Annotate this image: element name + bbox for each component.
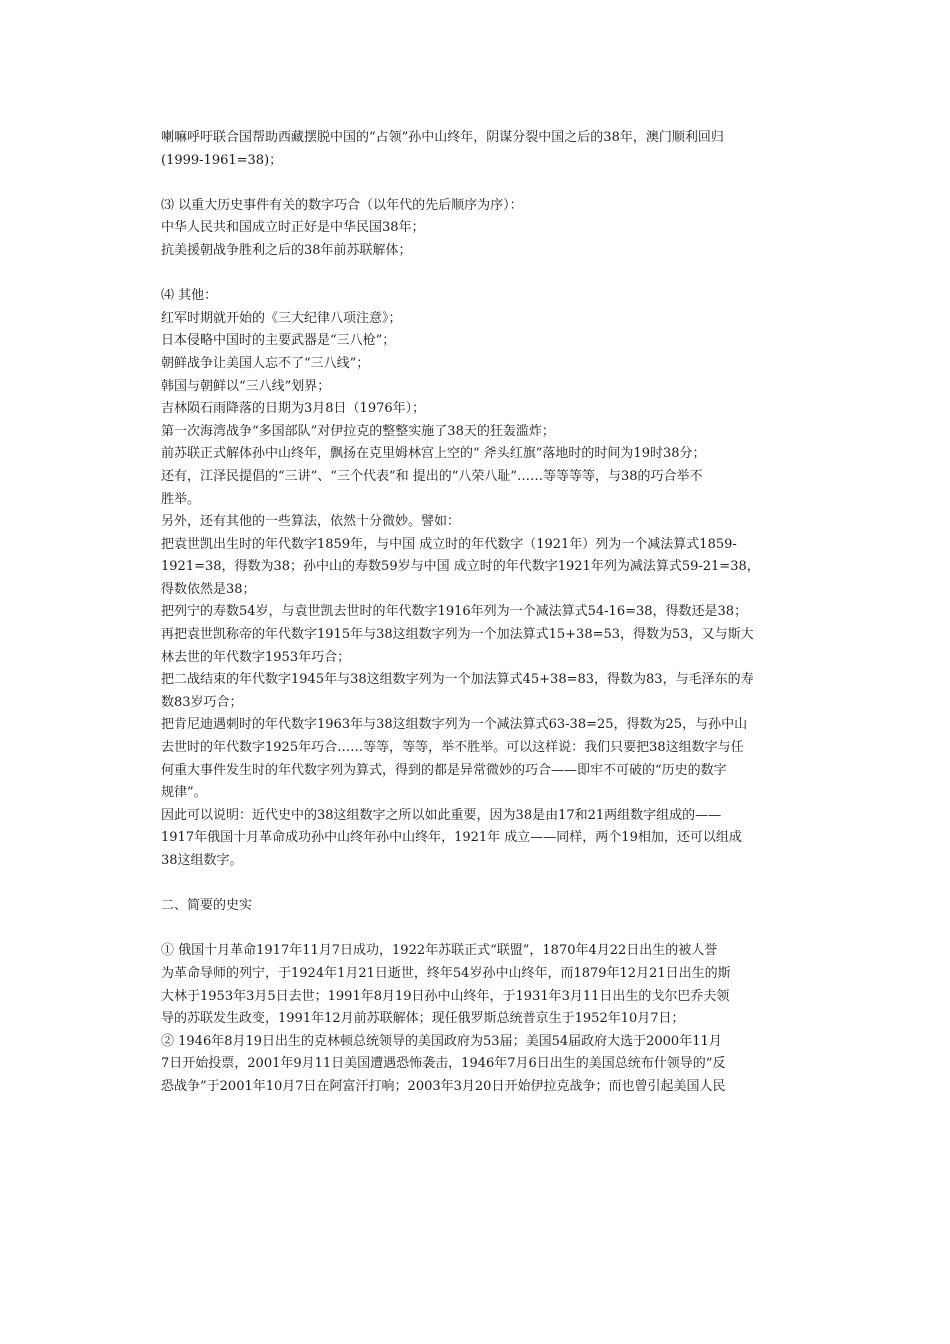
text-line: 二、简要的史实	[161, 898, 253, 914]
text-line: 再把袁世凯称帝的年代数字1915年与38这组数字列为一个加法算式15+38=53，得数为53，又与斯大	[161, 627, 754, 643]
text-line: 数83岁巧合；	[161, 694, 243, 710]
text-line: 1921=38，得数为38；孙中山的寿数59岁与中国 成立时的年代数字1921年列为减法算式59-21=38，	[161, 559, 760, 575]
text-line: 吉林陨石雨降落的日期为3月8日（1976年）；	[161, 401, 426, 417]
text-line: 恐战争”于2001年10月7日在阿富汗打响；2003年3月20日开始伊拉克战争；而也曾引起美国人民	[161, 1078, 726, 1094]
text-line: 把袁世凯出生时的年代数字1859年，与中国 成立时的年代数字（1921年）列为一个减法算式1859-	[161, 536, 737, 552]
text-line: 38这组数字。	[161, 853, 243, 868]
text-line: 把二战结束的年代数字1945年与38这组数字列为一个加法算式45+38=83，得数为83，与毛泽东的寿	[161, 672, 754, 688]
text-line: 把列宁的寿数54岁，与袁世凯去世时的年代数字1916年列为一个减法算式54-16=38，得数还是38；	[161, 604, 748, 620]
text-line: 第一次海湾战争“多国部队”对伊拉克的整整实施了38天的狂轰滥炸；	[161, 423, 555, 439]
text-line: 7日开始投票，2001年9月11日美国遭遇恐怖袭击，1946年7月6日出生的美国总统布什领导的“反	[161, 1056, 726, 1072]
text-line: ① 俄国十月革命1917年11月7日成功，1922年苏联正式“联盟”，1870年4月22日出生的被人誉	[161, 943, 718, 959]
text-line: ⑶ 以重大历史事件有关的数字巧合（以年代的先后顺序为序）：	[161, 197, 523, 213]
text-line: ⑷ 其他：	[161, 288, 218, 304]
text-line: 去世时的年代数字1925年巧合……等等，等等，举不胜举。可以这样说：我们只要把38这组数字与任	[161, 740, 744, 756]
text-line: 抗美援朝战争胜利之后的38年前苏联解体；	[161, 242, 412, 258]
blank-line	[161, 918, 793, 941]
text-line: 还有，江泽民提倡的“三讲”、“三个代表”和 提出的“八荣八耻”……等等等等，与38的巧合举不	[161, 468, 703, 484]
text-line: (1999-1961=38)；	[161, 152, 283, 168]
text-line: 1917年俄国十月革命成功孙中山终年孙中山终年，1921年 成立——同样，两个19相加，还可以组成	[161, 830, 742, 846]
blank-line	[161, 263, 793, 286]
text-line: 前苏联正式解体孙中山终年，飘扬在克里姆林宫上空的“ 斧头红旗”落地时的时间为19时38分；	[161, 446, 706, 462]
text-line: 另外，还有其他的一些算法，依然十分微妙。譬如：	[161, 514, 461, 530]
text-line: 朝鲜战争让美国人忘不了“三八线”；	[161, 355, 370, 371]
text-line: 韩国与朝鲜以“三八线”划界；	[161, 378, 331, 394]
text-line: 为革命导师的列宁，于1924年1月21日逝世，终年54岁孙中山终年，而1879年12月21日出生的斯	[161, 965, 731, 981]
text-line: 日本侵略中国时的主要武器是“三八枪”；	[161, 333, 396, 349]
text-line: 红军时期就开始的《三大纪律八项注意》；	[161, 310, 402, 326]
blank-line	[161, 873, 793, 896]
text-line: 得数依然是38；	[161, 581, 256, 597]
text-line: 把肯尼迪遇刺时的年代数字1963年与38这组数字列为一个减法算式63-38=25，得数为25，与孙中山	[161, 717, 748, 733]
document-body	[161, 127, 793, 1099]
text-line: 林去世的年代数字1953年巧合；	[161, 649, 351, 665]
text-line: 因此可以说明：近代史中的38这组数字之所以如此重要，因为38是由17和21两组数字组成的——	[161, 807, 722, 823]
text-line: 大林于1953年3月5日去世；1991年8月19日孙中山终年，于1931年3月11日出生的戈尔巴乔夫领	[161, 988, 730, 1004]
blank-line	[161, 172, 793, 195]
text-line: ② 1946年8月19日出生的克林顿总统领导的美国政府为53届；美国54届政府大选于2000年11月	[161, 1033, 722, 1049]
text-line: 规律”。	[161, 785, 207, 801]
text-line: 何重大事件发生时的年代数字列为算式，得到的都是异常微妙的巧合——即牢不可破的“历史的数字	[161, 762, 727, 778]
text-line: 喇嘛呼吁联合国帮助西藏摆脱中国的“占领”孙中山终年，阴谋分裂中国之后的38年，澳门顺利回归	[161, 130, 724, 145]
text-line: 胜举。	[161, 491, 201, 507]
text-line: 导的苏联发生政变，1991年12月前苏联解体；现任俄罗斯总统普京生于1952年10月7日；	[161, 1011, 685, 1027]
text-line: 中华人民共和国成立时正好是中华民国38年；	[161, 220, 425, 236]
